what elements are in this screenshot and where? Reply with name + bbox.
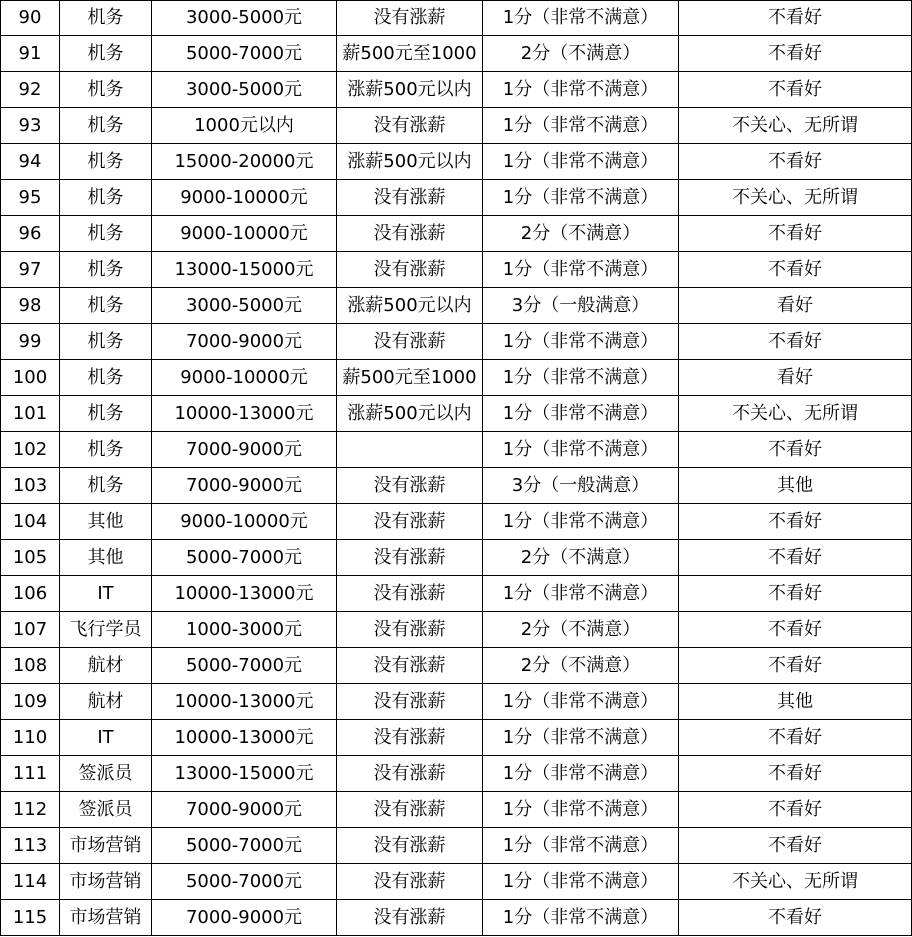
cell-raise: 没有涨薪	[337, 216, 483, 252]
cell-rating: 1分（非常不满意）	[483, 504, 679, 540]
table-row	[1, 792, 912, 828]
cell-salary: 3000-5000元	[152, 288, 337, 324]
cell-rating: 1分（非常不满意）	[483, 1, 679, 36]
cell-rating: 1分（非常不满意）	[483, 144, 679, 180]
cell-department: 机务	[60, 324, 152, 360]
cell-raise: 没有涨薪	[337, 792, 483, 828]
cell-salary: 9000-10000元	[152, 180, 337, 216]
cell-rating: 3分（一般满意）	[483, 468, 679, 504]
cell-id: 101	[1, 396, 60, 432]
cell-id: 110	[1, 720, 60, 756]
cell-department: 飞行学员	[60, 612, 152, 648]
cell-id: 98	[1, 288, 60, 324]
cell-salary: 5000-7000元	[152, 864, 337, 900]
cell-salary: 9000-10000元	[152, 504, 337, 540]
cell-raise: 涨薪500元以内	[337, 396, 483, 432]
cell-department: 机务	[60, 468, 152, 504]
cell-id: 104	[1, 504, 60, 540]
table-row	[1, 396, 912, 432]
cell-outlook: 其他	[679, 684, 912, 720]
cell-rating: 2分（不满意）	[483, 612, 679, 648]
cell-outlook: 不看好	[679, 576, 912, 612]
cell-department: 市场营销	[60, 900, 152, 936]
cell-salary: 10000-13000元	[152, 684, 337, 720]
cell-rating: 2分（不满意）	[483, 216, 679, 252]
cell-salary: 3000-5000元	[152, 72, 337, 108]
cell-raise: 薪500元至1000	[337, 36, 483, 72]
cell-department: 签派员	[60, 792, 152, 828]
cell-raise: 没有涨薪	[337, 720, 483, 756]
cell-salary: 7000-9000元	[152, 468, 337, 504]
table-row	[1, 252, 912, 288]
cell-raise: 没有涨薪	[337, 324, 483, 360]
cell-department: 机务	[60, 1, 152, 36]
cell-raise: 涨薪500元以内	[337, 288, 483, 324]
cell-outlook: 不看好	[679, 504, 912, 540]
cell-outlook: 不看好	[679, 612, 912, 648]
cell-department: IT	[60, 576, 152, 612]
cell-id: 111	[1, 756, 60, 792]
cell-department: 其他	[60, 540, 152, 576]
cell-rating: 1分（非常不满意）	[483, 108, 679, 144]
cell-rating: 2分（不满意）	[483, 36, 679, 72]
table-row	[1, 288, 912, 324]
table-row	[1, 216, 912, 252]
cell-raise: 没有涨薪	[337, 252, 483, 288]
cell-rating: 2分（不满意）	[483, 648, 679, 684]
cell-id: 99	[1, 324, 60, 360]
cell-rating: 1分（非常不满意）	[483, 864, 679, 900]
cell-department: 市场营销	[60, 828, 152, 864]
cell-id: 96	[1, 216, 60, 252]
cell-id: 102	[1, 432, 60, 468]
cell-outlook: 不看好	[679, 1, 912, 36]
cell-salary: 7000-9000元	[152, 432, 337, 468]
cell-department: 机务	[60, 396, 152, 432]
cell-salary: 5000-7000元	[152, 828, 337, 864]
cell-id: 97	[1, 252, 60, 288]
cell-rating: 1分（非常不满意）	[483, 576, 679, 612]
cell-rating: 1分（非常不满意）	[483, 180, 679, 216]
cell-outlook: 不看好	[679, 900, 912, 936]
table-row	[1, 36, 912, 72]
cell-outlook: 其他	[679, 468, 912, 504]
cell-salary: 1000元以内	[152, 108, 337, 144]
cell-outlook: 不看好	[679, 756, 912, 792]
table-row	[1, 72, 912, 108]
cell-raise: 没有涨薪	[337, 684, 483, 720]
cell-outlook: 不关心、无所谓	[679, 396, 912, 432]
cell-rating: 1分（非常不满意）	[483, 432, 679, 468]
cell-raise: 没有涨薪	[337, 828, 483, 864]
cell-outlook: 看好	[679, 288, 912, 324]
cell-id: 105	[1, 540, 60, 576]
table-row	[1, 504, 912, 540]
cell-salary: 10000-13000元	[152, 576, 337, 612]
cell-department: 签派员	[60, 756, 152, 792]
cell-rating: 1分（非常不满意）	[483, 252, 679, 288]
cell-rating: 1分（非常不满意）	[483, 720, 679, 756]
cell-salary: 9000-10000元	[152, 360, 337, 396]
cell-id: 90	[1, 1, 60, 36]
cell-department: 机务	[60, 360, 152, 396]
cell-id: 93	[1, 108, 60, 144]
cell-salary: 15000-20000元	[152, 144, 337, 180]
table-row	[1, 864, 912, 900]
cell-department: 机务	[60, 72, 152, 108]
cell-raise: 没有涨薪	[337, 756, 483, 792]
cell-raise: 涨薪500元以内	[337, 72, 483, 108]
table-row	[1, 540, 912, 576]
cell-outlook: 不看好	[679, 540, 912, 576]
cell-id: 92	[1, 72, 60, 108]
cell-raise: 没有涨薪	[337, 864, 483, 900]
cell-id: 106	[1, 576, 60, 612]
cell-rating: 1分（非常不满意）	[483, 756, 679, 792]
table-row	[1, 180, 912, 216]
cell-raise: 没有涨薪	[337, 576, 483, 612]
table-row	[1, 432, 912, 468]
cell-id: 95	[1, 180, 60, 216]
table-row	[1, 468, 912, 504]
table-row	[1, 612, 912, 648]
cell-outlook: 不关心、无所谓	[679, 180, 912, 216]
cell-department: 机务	[60, 36, 152, 72]
survey-table-body	[1, 1, 912, 936]
cell-id: 114	[1, 864, 60, 900]
cell-salary: 7000-9000元	[152, 900, 337, 936]
cell-department: 机务	[60, 432, 152, 468]
table-row	[1, 1, 912, 36]
cell-rating: 3分（一般满意）	[483, 288, 679, 324]
cell-outlook: 不看好	[679, 72, 912, 108]
table-row	[1, 360, 912, 396]
cell-salary: 13000-15000元	[152, 756, 337, 792]
cell-salary: 1000-3000元	[152, 612, 337, 648]
cell-department: 航材	[60, 648, 152, 684]
cell-outlook: 不看好	[679, 324, 912, 360]
cell-raise: 涨薪500元以内	[337, 144, 483, 180]
cell-department: 机务	[60, 108, 152, 144]
cell-rating: 2分（不满意）	[483, 540, 679, 576]
table-row	[1, 720, 912, 756]
cell-department: 机务	[60, 252, 152, 288]
table-row	[1, 108, 912, 144]
cell-rating: 1分（非常不满意）	[483, 324, 679, 360]
cell-raise: 没有涨薪	[337, 108, 483, 144]
cell-raise: 薪500元至1000	[337, 360, 483, 396]
cell-salary: 13000-15000元	[152, 252, 337, 288]
cell-outlook: 不关心、无所谓	[679, 864, 912, 900]
cell-rating: 1分（非常不满意）	[483, 396, 679, 432]
cell-salary: 10000-13000元	[152, 396, 337, 432]
cell-rating: 1分（非常不满意）	[483, 684, 679, 720]
cell-salary: 5000-7000元	[152, 540, 337, 576]
cell-id: 100	[1, 360, 60, 396]
cell-raise: 没有涨薪	[337, 648, 483, 684]
cell-raise: 没有涨薪	[337, 1, 483, 36]
cell-raise	[337, 432, 483, 468]
cell-department: IT	[60, 720, 152, 756]
cell-outlook: 不看好	[679, 648, 912, 684]
cell-salary: 5000-7000元	[152, 36, 337, 72]
cell-raise: 没有涨薪	[337, 180, 483, 216]
cell-department: 机务	[60, 216, 152, 252]
cell-raise: 没有涨薪	[337, 900, 483, 936]
cell-salary: 3000-5000元	[152, 1, 337, 36]
cell-department: 机务	[60, 144, 152, 180]
cell-raise: 没有涨薪	[337, 612, 483, 648]
cell-id: 112	[1, 792, 60, 828]
table-row	[1, 324, 912, 360]
cell-outlook: 不看好	[679, 36, 912, 72]
cell-raise: 没有涨薪	[337, 468, 483, 504]
cell-id: 107	[1, 612, 60, 648]
cell-salary: 5000-7000元	[152, 648, 337, 684]
cell-id: 108	[1, 648, 60, 684]
cell-salary: 10000-13000元	[152, 720, 337, 756]
table-row	[1, 684, 912, 720]
cell-id: 91	[1, 36, 60, 72]
cell-outlook: 看好	[679, 360, 912, 396]
cell-department: 机务	[60, 288, 152, 324]
table-row	[1, 144, 912, 180]
cell-outlook: 不看好	[679, 720, 912, 756]
cell-department: 机务	[60, 180, 152, 216]
table-row	[1, 900, 912, 936]
cell-id: 115	[1, 900, 60, 936]
cell-salary: 7000-9000元	[152, 324, 337, 360]
cell-rating: 1分（非常不满意）	[483, 72, 679, 108]
table-row	[1, 576, 912, 612]
cell-rating: 1分（非常不满意）	[483, 900, 679, 936]
cell-rating: 1分（非常不满意）	[483, 360, 679, 396]
cell-outlook: 不看好	[679, 144, 912, 180]
cell-salary: 7000-9000元	[152, 792, 337, 828]
cell-outlook: 不看好	[679, 432, 912, 468]
cell-id: 109	[1, 684, 60, 720]
cell-salary: 9000-10000元	[152, 216, 337, 252]
cell-rating: 1分（非常不满意）	[483, 792, 679, 828]
cell-outlook: 不看好	[679, 828, 912, 864]
cell-id: 103	[1, 468, 60, 504]
table-row	[1, 828, 912, 864]
cell-raise: 没有涨薪	[337, 504, 483, 540]
cell-rating: 1分（非常不满意）	[483, 828, 679, 864]
cell-department: 市场营销	[60, 864, 152, 900]
cell-raise: 没有涨薪	[337, 540, 483, 576]
cell-department: 其他	[60, 504, 152, 540]
table-row	[1, 756, 912, 792]
cell-outlook: 不看好	[679, 792, 912, 828]
cell-department: 航材	[60, 684, 152, 720]
cell-outlook: 不看好	[679, 252, 912, 288]
cell-id: 94	[1, 144, 60, 180]
cell-outlook: 不看好	[679, 216, 912, 252]
cell-id: 113	[1, 828, 60, 864]
table-row	[1, 648, 912, 684]
cell-outlook: 不关心、无所谓	[679, 108, 912, 144]
